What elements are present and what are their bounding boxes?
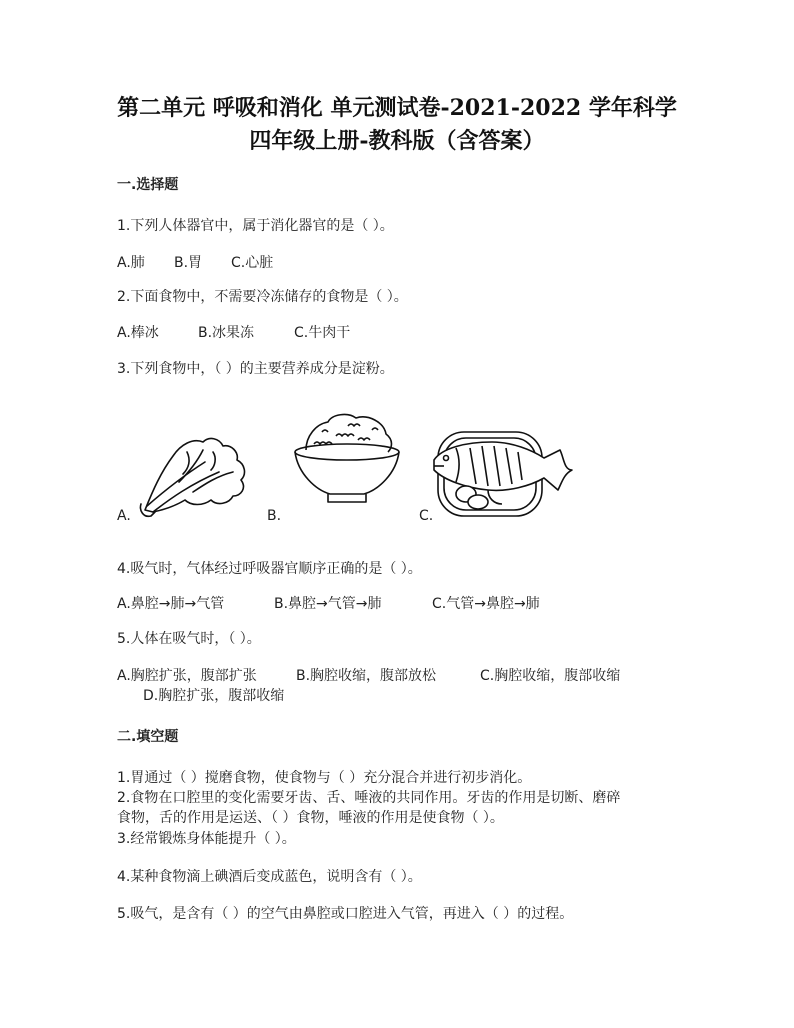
option-b: B.鼻腔→气管→肺 xyxy=(274,596,382,612)
option-a: A.棒冰 xyxy=(117,325,159,341)
question-2-stem: 2.下面食物中，不需要冷冻储存的食物是（ ）。 xyxy=(117,289,408,305)
question-5-options-row1 xyxy=(117,666,620,686)
image-label-a: A. xyxy=(117,508,131,524)
question-4-options xyxy=(117,594,540,614)
option-c: C.胸腔收缩，腹部收缩 xyxy=(480,668,621,684)
section-heading-fill: 二.填空题 xyxy=(117,729,179,745)
document-title-line2: 四年级上册-教科版（含答案） xyxy=(249,128,545,154)
option-b: B.胸腔收缩，腹部放松 xyxy=(296,668,437,684)
question-5-options-row2 xyxy=(143,686,284,706)
document-title-line1: 第二单元 呼吸和消化 单元测试卷-2021-2022 学年科学 xyxy=(117,95,677,121)
option-b: B.胃 xyxy=(174,255,203,271)
image-label-b: B. xyxy=(267,508,282,524)
fill-question-2-line2: 食物，舌的作用是运送、（ ）食物，唾液的作用是使食物（ ）。 xyxy=(117,810,504,826)
option-a: A.胸腔扩张，腹部扩张 xyxy=(117,668,257,684)
option-a: A.鼻腔→肺→气管 xyxy=(117,596,225,612)
question-1-options xyxy=(117,253,273,273)
image-label-c: C. xyxy=(419,508,434,524)
fill-question-1: 1.胃通过（ ）搅磨食物，使食物与（ ）充分混合并进行初步消化。 xyxy=(117,770,532,786)
option-c: C.气管→鼻腔→肺 xyxy=(432,596,540,612)
question-1-stem: 1.下列人体器官中，属于消化器官的是（ ）。 xyxy=(117,218,394,234)
option-b: B.冰果冻 xyxy=(198,325,255,341)
fill-question-4: 4.某种食物滴上碘酒后变成蓝色，说明含有（ ）。 xyxy=(117,869,422,885)
question-3-stem: 3.下列食物中，（ ）的主要营养成分是淀粉。 xyxy=(117,361,394,377)
fill-question-2-line1: 2.食物在口腔里的变化需要牙齿、舌、唾液的共同作用。牙齿的作用是切断、磨碎 xyxy=(117,790,621,806)
section-heading-choice: 一.选择题 xyxy=(117,177,179,193)
question-2-options xyxy=(117,323,350,343)
question-5-stem: 5.人体在吸气时，（ ）。 xyxy=(117,631,261,647)
cabbage-illustration xyxy=(133,432,253,520)
option-a: A.肺 xyxy=(117,255,145,271)
option-c: C.牛肉干 xyxy=(294,325,351,341)
rice-bowl-illustration xyxy=(292,410,402,506)
fish-plate-illustration xyxy=(432,426,578,520)
option-d: D.胸腔扩张，腹部收缩 xyxy=(143,688,285,704)
fill-question-3: 3.经常锻炼身体能提升（ ）。 xyxy=(117,831,296,847)
fill-question-5: 5.吸气，是含有（ ）的空气由鼻腔或口腔进入气管，再进入（ ）的过程。 xyxy=(117,906,574,922)
option-c: C.心脏 xyxy=(231,255,274,271)
question-4-stem: 4.吸气时，气体经过呼吸器官顺序正确的是（ ）。 xyxy=(117,561,422,577)
